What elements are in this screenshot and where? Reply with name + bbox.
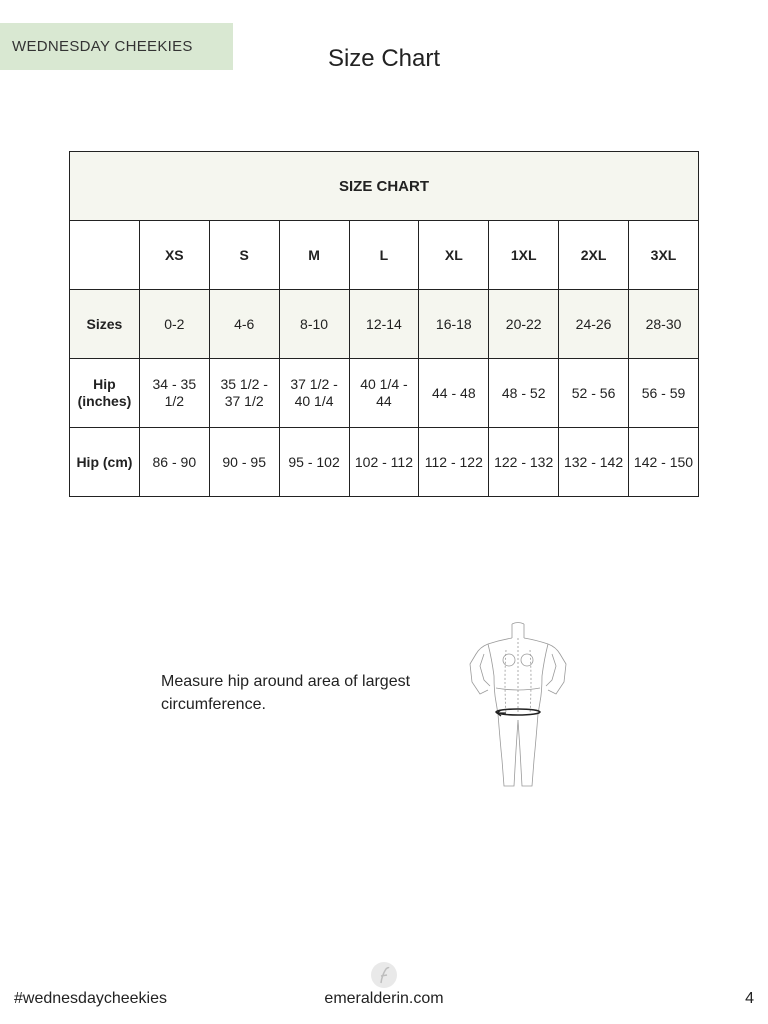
table-cell: 122 - 132 bbox=[489, 428, 559, 497]
table-cell: 35 1/2 - 37 1/2 bbox=[209, 359, 279, 428]
table-cell: 102 - 112 bbox=[349, 428, 419, 497]
table-cell: 52 - 56 bbox=[559, 359, 629, 428]
column-header: M bbox=[279, 221, 349, 290]
table-cell: 28-30 bbox=[629, 290, 699, 359]
table-cell: 16-18 bbox=[419, 290, 489, 359]
column-header: XL bbox=[419, 221, 489, 290]
row-label: Hip (inches) bbox=[70, 359, 140, 428]
table-cell: 56 - 59 bbox=[629, 359, 699, 428]
table-cell: 40 1/4 - 44 bbox=[349, 359, 419, 428]
table-cell: 132 - 142 bbox=[559, 428, 629, 497]
table-cell: 37 1/2 - 40 1/4 bbox=[279, 359, 349, 428]
table-cell: 142 - 150 bbox=[629, 428, 699, 497]
measure-instruction: Measure hip around area of largest circumference. bbox=[161, 673, 411, 713]
emeralderin-logo-icon bbox=[370, 961, 398, 989]
table-caption: SIZE CHART bbox=[70, 152, 699, 221]
column-header: 1XL bbox=[489, 221, 559, 290]
table-cell: 0-2 bbox=[139, 290, 209, 359]
size-chart-table bbox=[69, 151, 699, 497]
table-cell: 4-6 bbox=[209, 290, 279, 359]
brand-name: WEDNESDAY CHEEKIES bbox=[12, 38, 193, 55]
page-title: Size Chart bbox=[327, 45, 441, 72]
table-corner-cell bbox=[70, 221, 140, 290]
footer-website[interactable]: emeralderin.com bbox=[324, 990, 444, 1007]
table-row-hip-inches bbox=[70, 359, 699, 428]
table-cell: 24-26 bbox=[559, 290, 629, 359]
table-cell: 90 - 95 bbox=[209, 428, 279, 497]
table-row-sizes bbox=[70, 290, 699, 359]
table-cell: 44 - 48 bbox=[419, 359, 489, 428]
column-header: 2XL bbox=[559, 221, 629, 290]
table-cell: 95 - 102 bbox=[279, 428, 349, 497]
table-caption-row bbox=[70, 152, 699, 221]
table-row-hip-cm bbox=[70, 428, 699, 497]
table-cell: 34 - 35 1/2 bbox=[139, 359, 209, 428]
table-cell: 112 - 122 bbox=[419, 428, 489, 497]
column-header: 3XL bbox=[629, 221, 699, 290]
row-label: Hip (cm) bbox=[70, 428, 140, 497]
row-label: Sizes bbox=[70, 290, 140, 359]
table-header-row bbox=[70, 221, 699, 290]
page-number: 4 bbox=[745, 990, 754, 1007]
table-cell: 86 - 90 bbox=[139, 428, 209, 497]
column-header: L bbox=[349, 221, 419, 290]
body-measurement-figure-icon bbox=[462, 620, 574, 792]
table-cell: 48 - 52 bbox=[489, 359, 559, 428]
table-cell: 8-10 bbox=[279, 290, 349, 359]
footer-hashtag: #wednesdaycheekies bbox=[14, 990, 167, 1007]
table-cell: 20-22 bbox=[489, 290, 559, 359]
table-cell: 12-14 bbox=[349, 290, 419, 359]
column-header: S bbox=[209, 221, 279, 290]
column-header: XS bbox=[139, 221, 209, 290]
